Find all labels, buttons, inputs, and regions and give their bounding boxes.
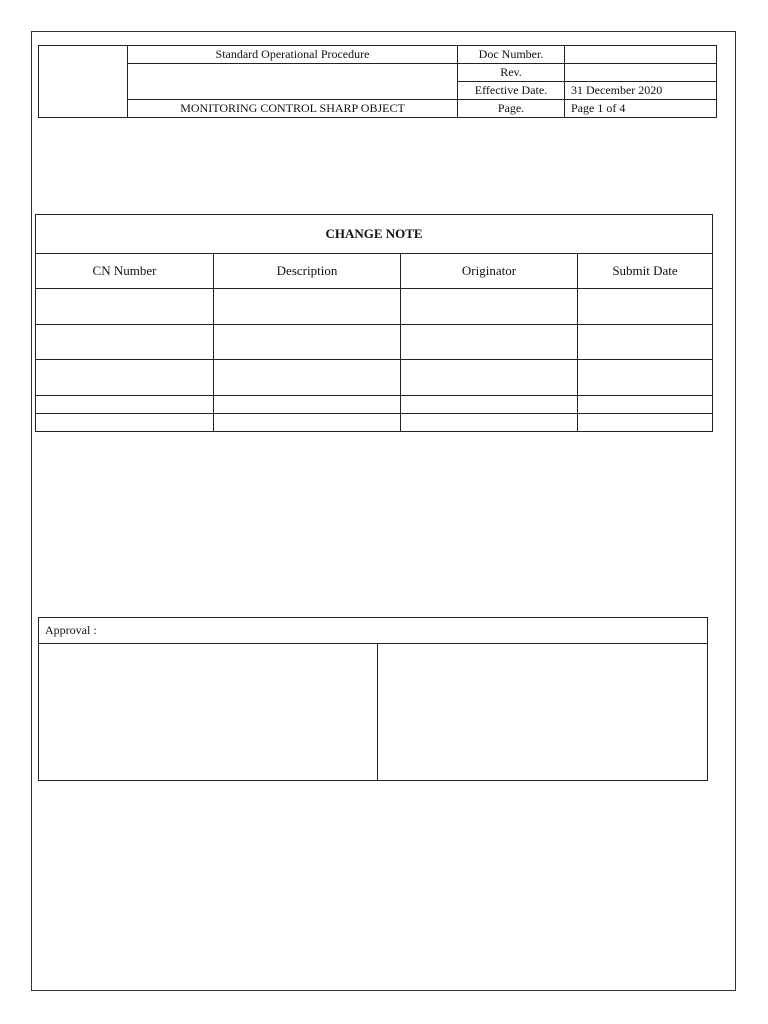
change-note-title: CHANGE NOTE	[36, 215, 713, 254]
column-header-cn-number: CN Number	[36, 254, 214, 289]
table-cell	[401, 289, 578, 325]
table-cell	[578, 289, 713, 325]
table-cell	[36, 414, 214, 432]
table-row	[36, 414, 713, 432]
approval-signature-box-right	[378, 644, 708, 781]
table-row	[36, 360, 713, 396]
table-row	[36, 289, 713, 325]
table-cell	[578, 414, 713, 432]
page-value: Page 1 of 4	[565, 100, 717, 118]
table-cell	[36, 289, 214, 325]
table-row	[36, 396, 713, 414]
column-header-originator: Originator	[401, 254, 578, 289]
logo-cell	[39, 46, 128, 118]
page-label: Page.	[458, 100, 565, 118]
column-header-submit-date: Submit Date	[578, 254, 713, 289]
table-cell	[36, 396, 214, 414]
column-header-description: Description	[214, 254, 401, 289]
table-cell	[214, 289, 401, 325]
table-cell	[214, 325, 401, 360]
page-border	[31, 31, 736, 991]
table-cell	[578, 396, 713, 414]
table-row	[36, 325, 713, 360]
title-blank-cell	[128, 64, 458, 100]
table-cell	[578, 360, 713, 396]
document-title: Standard Operational Procedure	[128, 46, 458, 64]
table-cell	[214, 396, 401, 414]
change-note-table	[35, 214, 713, 432]
document-subject: MONITORING CONTROL SHARP OBJECT	[128, 100, 458, 118]
approval-label: Approval :	[39, 618, 708, 644]
table-cell	[578, 325, 713, 360]
doc-number-value	[565, 46, 717, 64]
effective-date-label: Effective Date.	[458, 82, 565, 100]
document-header-table	[38, 45, 717, 118]
table-cell	[401, 360, 578, 396]
table-cell	[401, 325, 578, 360]
approval-signature-box-left	[39, 644, 378, 781]
change-note-header-row	[36, 254, 713, 289]
rev-value	[565, 64, 717, 82]
table-cell	[36, 360, 214, 396]
approval-table	[38, 617, 708, 781]
table-cell	[401, 414, 578, 432]
doc-number-label: Doc Number.	[458, 46, 565, 64]
effective-date-value: 31 December 2020	[565, 82, 717, 100]
table-cell	[214, 414, 401, 432]
table-cell	[36, 325, 214, 360]
table-cell	[401, 396, 578, 414]
table-cell	[214, 360, 401, 396]
rev-label: Rev.	[458, 64, 565, 82]
